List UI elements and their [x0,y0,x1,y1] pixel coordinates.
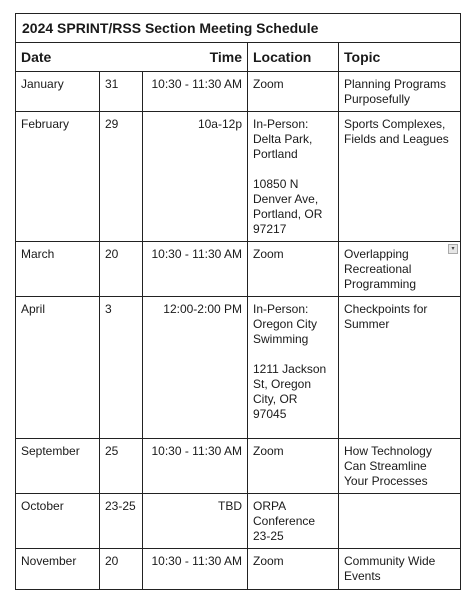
topic-cell [339,439,461,494]
schedule-body [16,72,461,590]
meeting-schedule-table [15,13,461,590]
location-line: Swimming [253,332,309,346]
table-row [16,242,461,297]
month-cell: February [16,112,100,242]
month-cell: January [16,72,100,112]
location-cell [248,72,339,112]
location-line: Zoom [253,247,284,261]
day-cell: 25 [100,439,143,494]
location-line: Conference [253,514,316,528]
address-line: 1211 Jackson [253,362,327,376]
location-cell [248,297,339,439]
day-cell: 3 [100,297,143,439]
address-line: Portland, OR [253,207,323,221]
time-cell: 12:00-2:00 PM [143,297,248,439]
topic-line: Fields and Leagues [344,132,449,146]
table-row [16,112,461,242]
location-cell [248,112,339,242]
day-cell: 29 [100,112,143,242]
time-cell: 10a-12p [143,112,248,242]
table-row [16,494,461,549]
topic-cell [339,494,461,549]
topic-cell [339,549,461,590]
topic-line: Programming [344,277,417,291]
topic-line: Summer [344,317,390,331]
month-cell: April [16,297,100,439]
topic-cell [339,112,461,242]
location-line: In-Person: [253,117,309,131]
header-time: Time [143,43,248,72]
header-topic: Topic [339,43,461,72]
header-date: Date [16,43,143,72]
table-row [16,549,461,590]
address-line: St, Oregon [253,377,312,391]
table-row [16,297,461,439]
location-line: Oregon City [253,317,318,331]
time-cell: 10:30 - 11:30 AM [143,549,248,590]
title-row [16,14,461,43]
location-line: Zoom [253,77,284,91]
location-line: Zoom [253,444,284,458]
location-cell [248,494,339,549]
location-line: ORPA [253,499,287,513]
month-cell: September [16,439,100,494]
topic-line: How Technology [344,444,432,458]
day-cell: 23-25 [100,494,143,549]
time-cell: 10:30 - 11:30 AM [143,439,248,494]
topic-line: Recreational [344,262,412,276]
location-line: Portland [253,147,298,161]
day-cell: 20 [100,549,143,590]
topic-line: Your Processes [344,474,428,488]
topic-line: Checkpoints for [344,302,428,316]
location-cell [248,439,339,494]
time-cell: 10:30 - 11:30 AM [143,72,248,112]
address-line: 97217 [253,222,287,236]
location-line: In-Person: [253,302,309,316]
day-cell: 31 [100,72,143,112]
table-row [16,72,461,112]
topic-line: Sports Complexes, [344,117,446,131]
chevron-down-icon[interactable]: ▾ [448,244,458,254]
topic-cell [339,72,461,112]
topic-cell [339,242,461,297]
table-row [16,439,461,494]
topic-line: Purposefully [344,92,411,106]
topic-line: Overlapping [344,247,409,261]
topic-line: Can Streamline [344,459,427,473]
month-cell: March [16,242,100,297]
table-title: 2024 SPRINT/RSS Section Meeting Schedule [16,14,461,43]
location-cell [248,242,339,297]
header-row [16,43,461,72]
header-location: Location [248,43,339,72]
topic-line: Events [344,569,381,583]
topic-line: Planning Programs [344,77,447,91]
address-line: 10850 N [253,177,299,191]
topic-line: Community Wide [344,554,436,568]
address-line: City, OR [253,392,298,406]
day-cell: 20 [100,242,143,297]
location-line: Delta Park, [253,132,313,146]
address-line: Denver Ave, [253,192,319,206]
month-cell: October [16,494,100,549]
location-line: 23-25 [253,529,284,543]
location-cell [248,549,339,590]
topic-cell [339,297,461,439]
month-cell: November [16,549,100,590]
time-cell: 10:30 - 11:30 AM [143,242,248,297]
location-line: Zoom [253,554,284,568]
address-line: 97045 [253,407,287,421]
time-cell: TBD [143,494,248,549]
